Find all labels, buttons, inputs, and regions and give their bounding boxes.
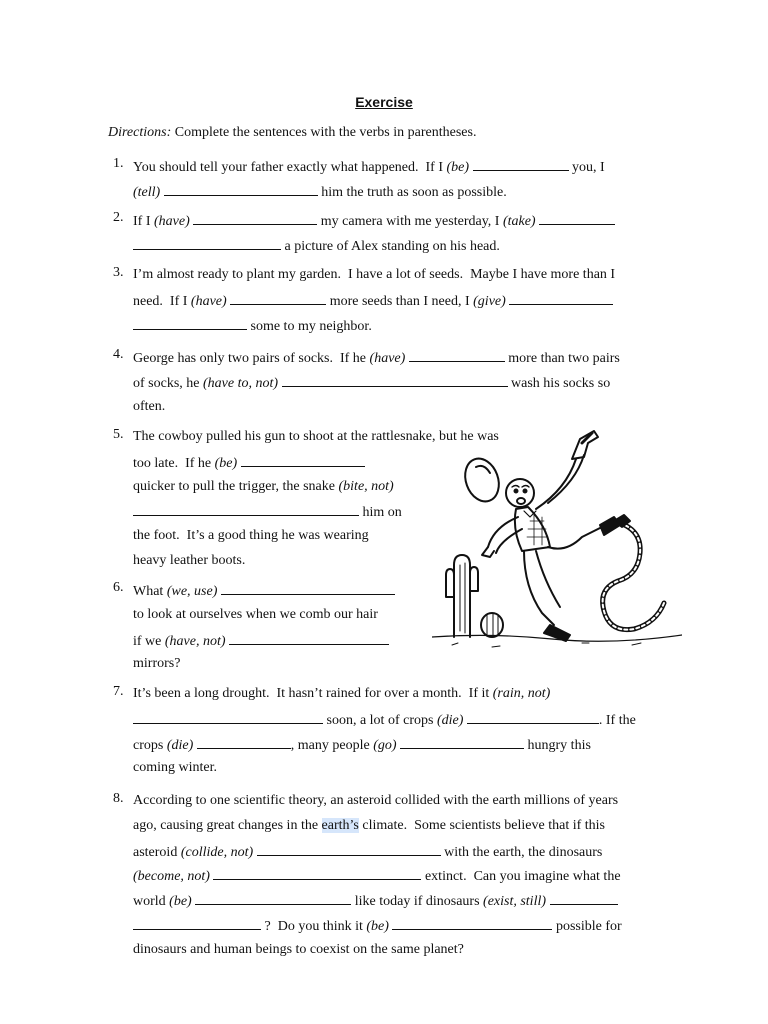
- item-number: 5.: [113, 427, 124, 442]
- sentence-text: like today if dinosaurs: [351, 894, 484, 910]
- answer-blank[interactable]: [257, 841, 441, 856]
- sentence-text: It’s been a long drought. It hasn’t rained for over a month. If it: [133, 686, 493, 701]
- item-line: [133, 654, 180, 674]
- verb-hint: (have): [154, 214, 190, 229]
- item-number: 3.: [113, 265, 124, 280]
- sentence-text: quicker to pull the trigger, the snake: [133, 478, 339, 494]
- verb-hint: (become, not): [133, 869, 210, 885]
- sentence-text: , many people: [290, 737, 374, 753]
- item-number: 8.: [113, 791, 124, 806]
- sentence-text: You should tell your father exactly what happened. If I: [133, 160, 447, 175]
- answer-blank[interactable]: [195, 890, 351, 905]
- item-line: [133, 684, 550, 704]
- verb-hint: (be): [169, 894, 192, 910]
- sentence-text: too late. If he: [133, 455, 215, 471]
- item-line: [133, 551, 245, 571]
- item-line: [133, 734, 591, 754]
- item-line: [133, 181, 507, 201]
- sentence-text: George has only two pairs of socks. If he: [133, 351, 370, 366]
- verb-hint: (die): [436, 712, 464, 728]
- answer-blank[interactable]: [392, 915, 552, 930]
- sentence-text: ago, causing great changes in the: [133, 817, 322, 833]
- sentence-text: more than two pairs: [504, 351, 620, 366]
- verb-hint: (have, not): [164, 633, 226, 649]
- sentence-text: the foot. It’s a good thing he was wearing: [133, 528, 369, 544]
- verb-hint: (collide, not): [180, 844, 254, 860]
- item-line: [133, 156, 605, 176]
- sentence-text: need. If I: [133, 293, 191, 309]
- verb-hint: (bite, not): [338, 478, 394, 494]
- verb-hint: (be): [366, 919, 389, 934]
- item-line: [133, 526, 369, 546]
- verb-hint: (be): [214, 455, 238, 471]
- item-line: [133, 816, 605, 836]
- item-number: 2.: [113, 210, 124, 225]
- sentence-text: wash his socks so: [507, 375, 611, 391]
- sentence-text: If I: [133, 214, 154, 229]
- sentence-text: if we: [133, 633, 165, 649]
- sentence-text: soon, a lot of crops: [323, 712, 437, 728]
- sentence-text: my camera with me yesterday, I: [317, 214, 503, 229]
- sentence-text: to look at ourselves when we comb our hair: [133, 606, 378, 622]
- sentence-text: some to my neighbor.: [247, 318, 372, 334]
- sentence-text: more seeds than I need, I: [326, 293, 474, 309]
- item-number: 6.: [113, 580, 124, 595]
- item-line: [133, 347, 620, 367]
- sentence-text: hungry this: [524, 737, 591, 753]
- verb-hint: (be): [446, 160, 470, 175]
- sentence-text: possible for: [552, 919, 622, 934]
- verb-hint: (rain, not): [492, 686, 551, 701]
- sentence-text: of socks, he: [133, 375, 203, 391]
- answer-blank[interactable]: [221, 580, 395, 595]
- item-line: [133, 290, 613, 310]
- sentence-text: him on: [359, 505, 402, 521]
- verb-hint: (have to, not): [203, 375, 279, 391]
- sentence-text: with the earth, the dinosaurs: [440, 844, 603, 860]
- item-line: [133, 265, 615, 285]
- answer-blank[interactable]: [550, 890, 618, 905]
- sentence-text: mirrors?: [133, 656, 181, 672]
- item-line: [133, 605, 378, 625]
- item-line: [133, 452, 365, 472]
- sentence-text: crops: [133, 737, 167, 753]
- verb-hint: (take): [502, 214, 536, 229]
- item-line: [133, 791, 618, 811]
- verb-hint: (exist, still): [483, 894, 547, 910]
- item-number: 7.: [113, 684, 124, 699]
- item-line: [133, 630, 389, 650]
- verb-hint: (we, use): [166, 584, 218, 599]
- directions: [108, 125, 476, 141]
- item-line: [133, 477, 394, 497]
- sentence-text: coming winter.: [133, 760, 217, 776]
- answer-blank[interactable]: [229, 630, 389, 645]
- item-line: [133, 397, 165, 417]
- item-line: [133, 709, 636, 729]
- sentence-text: climate. Some scientists believe that if this: [358, 817, 605, 833]
- item-line: [133, 580, 395, 600]
- sentence-text: often.: [133, 398, 166, 414]
- answer-blank[interactable]: [282, 372, 508, 387]
- item-line: [133, 940, 464, 960]
- verb-hint: (go): [373, 737, 397, 753]
- answer-blank[interactable]: [193, 210, 317, 225]
- sentence-text: world: [133, 894, 170, 910]
- answer-blank[interactable]: [164, 181, 318, 196]
- sentence-text: heavy leather boots.: [133, 553, 246, 568]
- directions-text: Complete the sentences with the verbs in parentheses.: [171, 125, 477, 140]
- sentence-text: you, I: [568, 160, 605, 175]
- sentence-text: According to one scientific theory, an asteroid collided with the earth millions of years: [133, 793, 619, 808]
- page-title: Exercise: [355, 94, 413, 110]
- answer-blank[interactable]: [467, 709, 599, 724]
- answer-blank[interactable]: [133, 915, 261, 930]
- item-number: 1.: [113, 156, 124, 171]
- item-line: [133, 235, 500, 255]
- directions-label: Directions:: [108, 125, 172, 140]
- highlighted-word: earth’s: [321, 817, 359, 833]
- item-line: [133, 841, 602, 861]
- sentence-text: dinosaurs and human beings to coexist on the same planet?: [133, 941, 464, 957]
- item-line: [133, 315, 372, 335]
- item-line: [133, 915, 622, 935]
- answer-blank[interactable]: [133, 315, 247, 330]
- answer-blank[interactable]: [473, 156, 569, 171]
- answer-blank[interactable]: [133, 235, 281, 250]
- item-line: [133, 372, 610, 392]
- cowboy-snake-illustration: [432, 425, 682, 665]
- sentence-text: ? Do you think it: [261, 919, 367, 934]
- sentence-text: him the truth as soon as possible.: [317, 184, 507, 200]
- answer-blank[interactable]: [230, 290, 326, 305]
- item-number: 4.: [113, 347, 124, 362]
- verb-hint: (have): [190, 293, 227, 309]
- verb-hint: (have): [369, 351, 406, 366]
- item-line: [133, 210, 615, 230]
- verb-hint: (tell): [133, 184, 161, 200]
- item-line: [133, 890, 618, 910]
- sentence-text: The cowboy pulled his gun to shoot at the rattlesnake, but he was: [133, 429, 499, 444]
- answer-blank[interactable]: [213, 865, 421, 880]
- sentence-text: What: [133, 584, 167, 599]
- answer-blank[interactable]: [133, 501, 359, 516]
- answer-blank[interactable]: [539, 210, 615, 225]
- sentence-text: . If the: [598, 712, 636, 728]
- answer-blank[interactable]: [400, 734, 524, 749]
- answer-blank[interactable]: [409, 347, 505, 362]
- item-line: [133, 865, 621, 885]
- verb-hint: (give): [473, 293, 506, 309]
- sentence-text: a picture of Alex standing on his head.: [281, 238, 500, 254]
- answer-blank[interactable]: [133, 709, 323, 724]
- answer-blank[interactable]: [197, 734, 291, 749]
- item-line: [133, 758, 217, 778]
- sentence-text: asteroid: [133, 844, 181, 860]
- sentence-text: extinct. Can you imagine what the: [421, 869, 621, 885]
- sentence-text: I’m almost ready to plant my garden. I have a lot of seeds. Maybe I have more than I: [133, 267, 616, 282]
- answer-blank[interactable]: [241, 452, 365, 467]
- verb-hint: (die): [166, 737, 194, 753]
- item-line: [133, 501, 402, 521]
- answer-blank[interactable]: [509, 290, 613, 305]
